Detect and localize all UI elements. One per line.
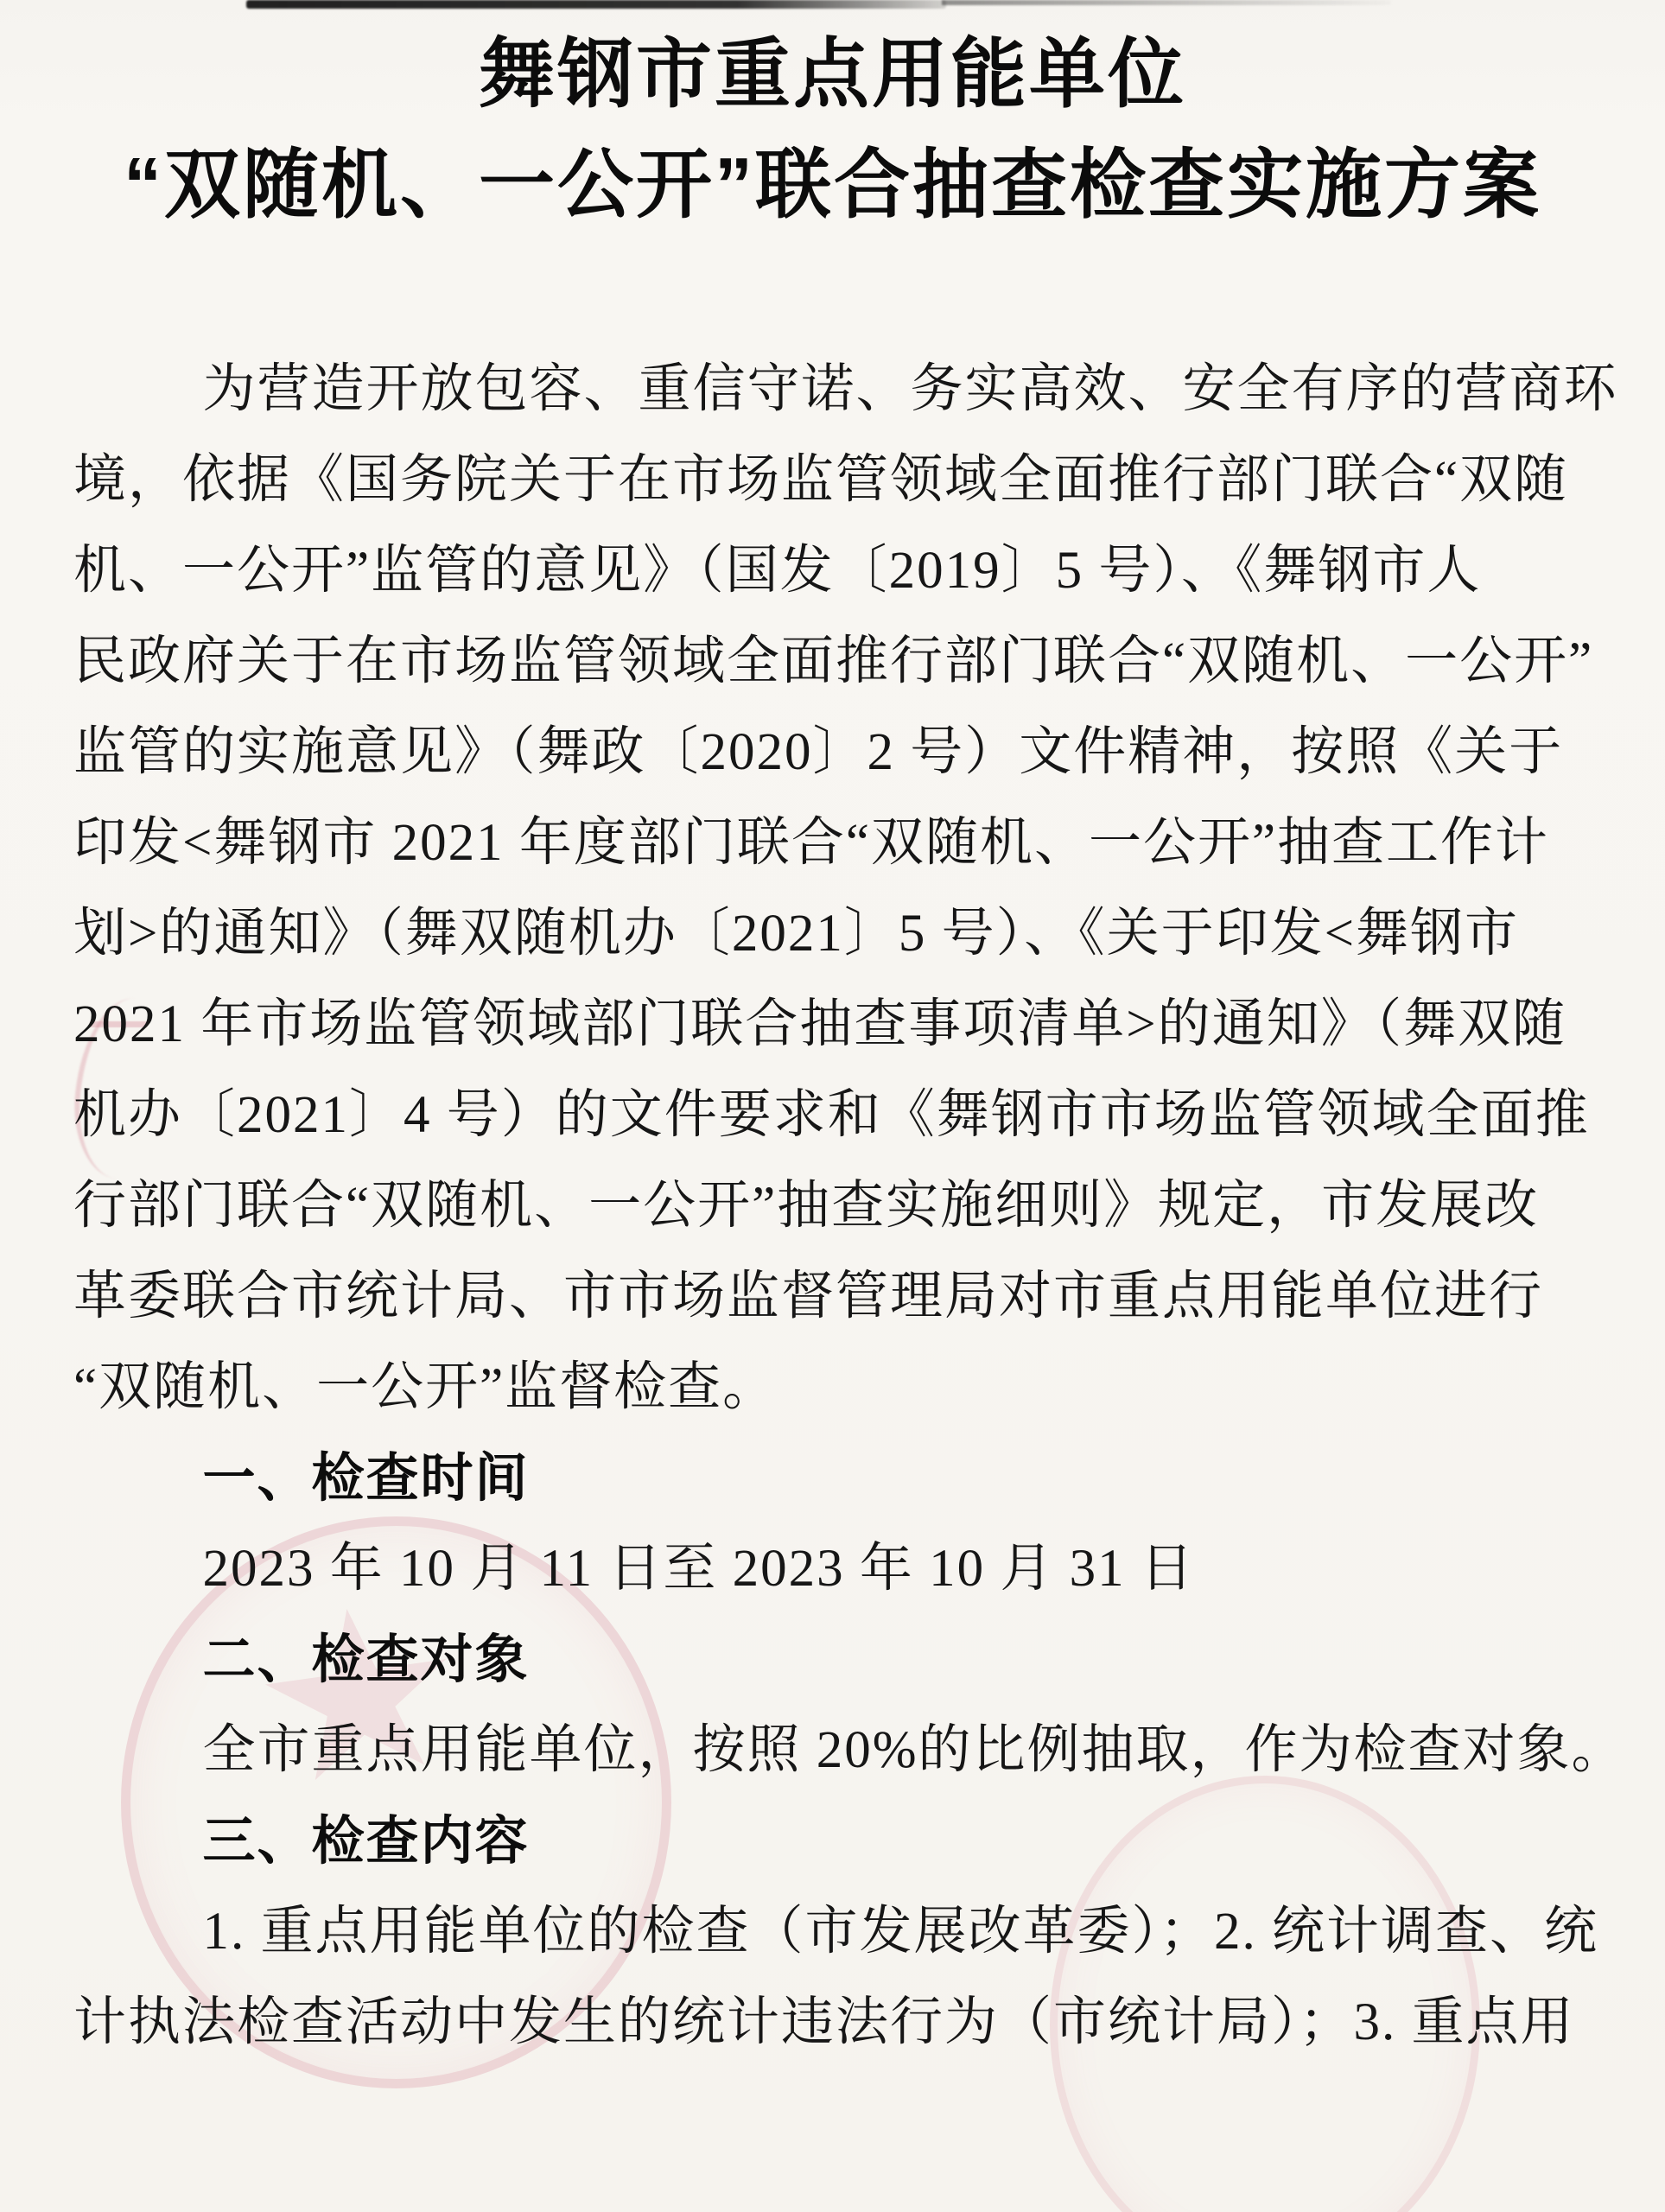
text-line: 监管的实施意见》（舞政〔2020〕2 号）文件精神，按照《关于	[73, 723, 1564, 781]
text-line: 划>的通知》（舞双随机办〔2021〕5 号）、《关于印发<舞钢市	[73, 905, 1520, 963]
scan-artifact-top-streak	[246, 0, 946, 9]
document-title	[0, 19, 1665, 240]
text-line: “双随机、一公开”监督检查。	[73, 1358, 778, 1416]
title-line-1: 舞钢市重点用能单位	[478, 31, 1186, 117]
text-line: 机办〔2021〕4 号）的文件要求和《舞钢市市场监管领域全面推	[73, 1086, 1590, 1144]
text-line: 三、检查内容	[202, 1811, 530, 1870]
text-line: 为营造开放包容、重信守诺、务实高效、安全有序的营商环	[202, 360, 1618, 418]
text-line: 革委联合市统计局、市市场监督管理局对市重点用能单位进行	[73, 1268, 1544, 1325]
text-line: 全市重点用能单位，按照 20%的比例抽取，作为检查对象。	[202, 1721, 1626, 1779]
text-line: 二、检查对象	[202, 1630, 530, 1688]
text-line: 机、一公开”监管的意见》（国发〔2019〕5 号）、《舞钢市人	[73, 542, 1482, 600]
text-line: 行部门联合“双随机、一公开”抽查实施细则》规定，市发展改	[73, 1177, 1540, 1235]
title-line-2: “双随机、一公开”联合抽查检查实施方案	[123, 142, 1541, 227]
text-line: 印发<舞钢市 2021 年度部门联合“双随机、一公开”抽查工作计	[73, 814, 1550, 872]
text-line: 2021 年市场监管领域部门联合抽查事项清单>的通知》（舞双随	[73, 995, 1567, 1053]
text-line: 民政府关于在市场监管领域全面推行部门联合“双随机、一公开”	[73, 632, 1594, 690]
text-line: 计执法检查活动中发生的统计违法行为（市统计局）；3. 重点用	[73, 1993, 1575, 2051]
text-line: 一、检查时间	[202, 1448, 530, 1507]
text-line: 2023 年 10 月 11 日至 2023 年 10 月 31 日	[202, 1540, 1195, 1598]
document-body	[73, 344, 1626, 2068]
text-line: 境，依据《国务院关于在市场监管领域全面推行部门联合“双随	[73, 451, 1569, 509]
text-line: 1. 重点用能单位的检查（市发展改革委）；2. 统计调查、统	[202, 1903, 1598, 1961]
scan-artifact-top-streak-light	[942, 0, 1391, 5]
